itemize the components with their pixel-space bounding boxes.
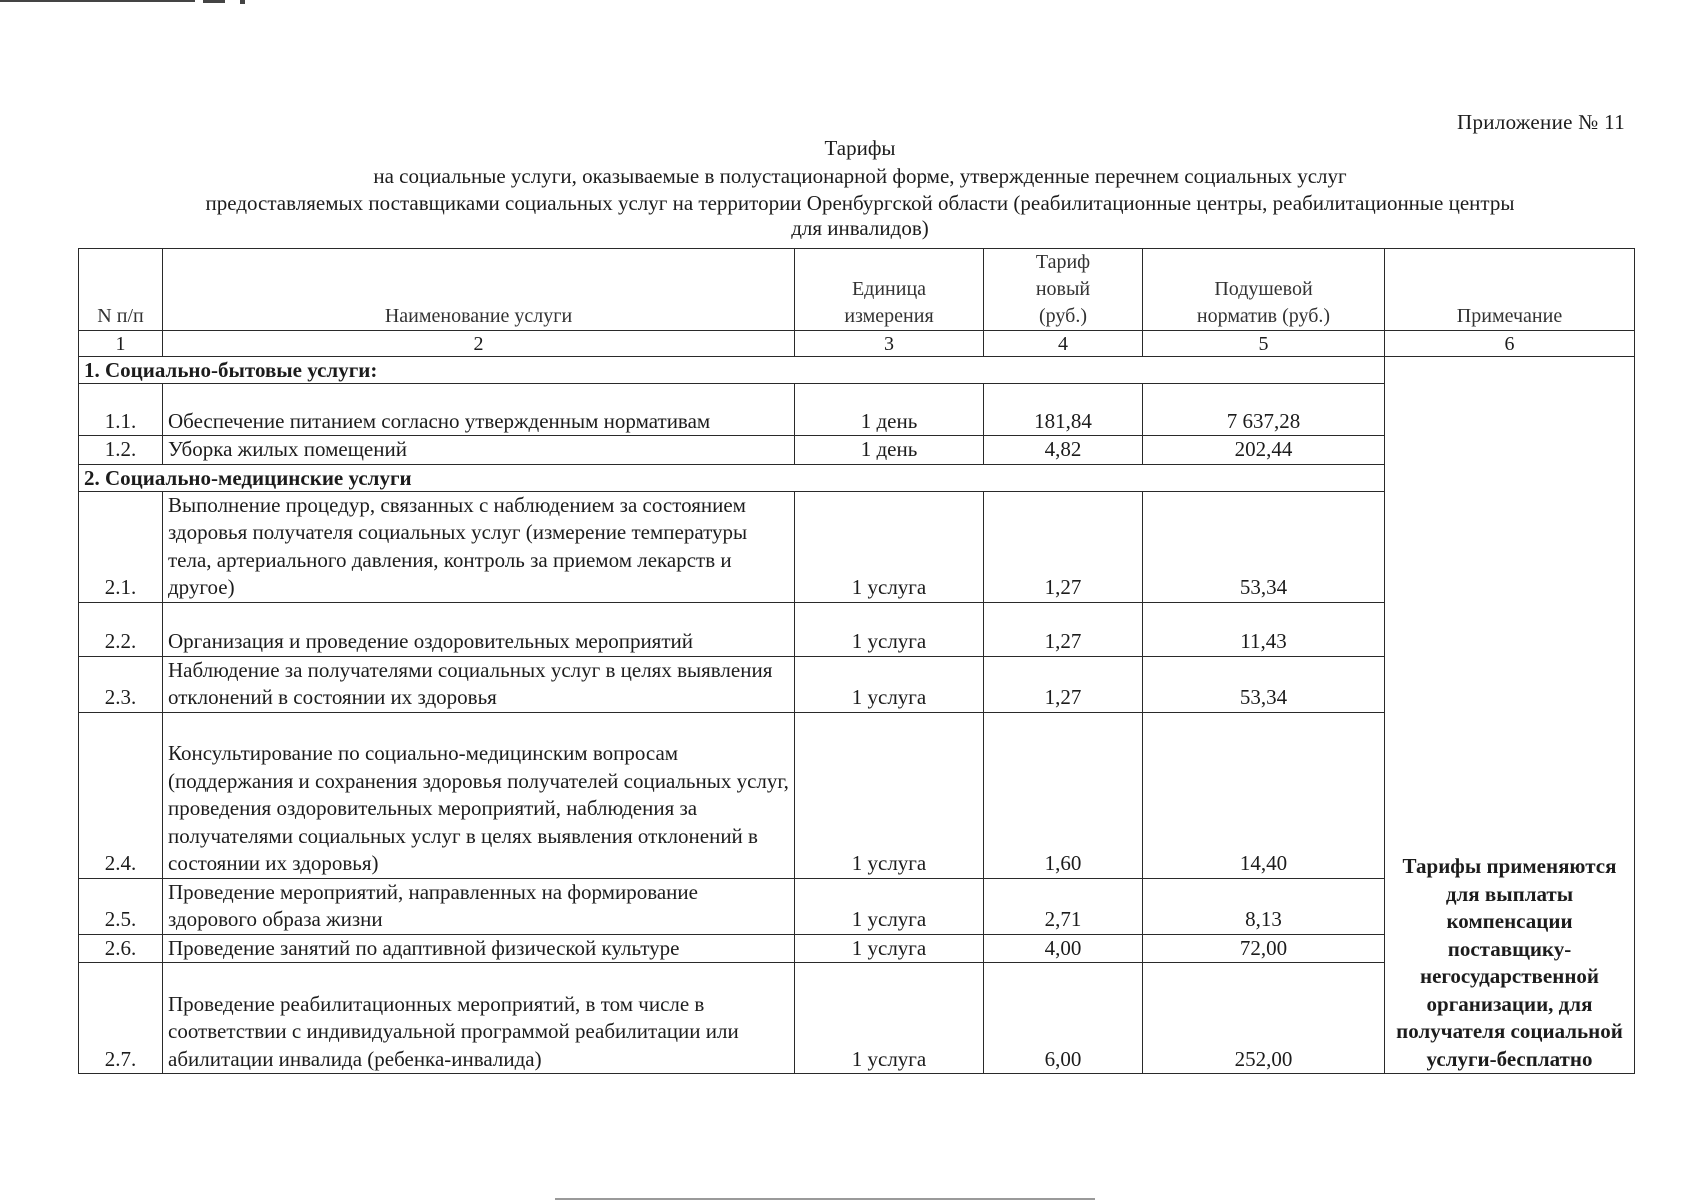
norm-cell: 202,44 bbox=[1143, 436, 1385, 465]
tariff-cell: 6,00 bbox=[984, 963, 1143, 1074]
norm-cell: 252,00 bbox=[1143, 963, 1385, 1074]
unit-cell: 1 услуга bbox=[795, 602, 984, 656]
column-number: 1 bbox=[79, 331, 163, 357]
row-number: 1.1. bbox=[79, 384, 163, 436]
service-name: Обеспечение питанием согласно утвержденным нормативам bbox=[163, 384, 795, 436]
section-title: 2. Социально-медицинские услуги bbox=[79, 464, 1385, 491]
tariff-cell: 4,00 bbox=[984, 934, 1143, 963]
row-number: 2.4. bbox=[79, 712, 163, 878]
column-number: 3 bbox=[795, 331, 984, 357]
row-number: 2.2. bbox=[79, 602, 163, 656]
tariff-cell: 1,27 bbox=[984, 491, 1143, 602]
column-number: 5 bbox=[1143, 331, 1385, 357]
service-name: Проведение занятий по адаптивной физической культуре bbox=[163, 934, 795, 963]
tariff-cell: 1,60 bbox=[984, 712, 1143, 878]
norm-cell: 14,40 bbox=[1143, 712, 1385, 878]
row-number: 2.7. bbox=[79, 963, 163, 1074]
column-number: 2 bbox=[163, 331, 795, 357]
tariffs-table bbox=[78, 248, 1635, 1074]
unit-cell: 1 услуга bbox=[795, 656, 984, 712]
column-number: 4 bbox=[984, 331, 1143, 357]
norm-cell: 53,34 bbox=[1143, 656, 1385, 712]
heading-title: Тарифы bbox=[824, 136, 896, 160]
section-title: 1. Социально-бытовые услуги: bbox=[79, 357, 1385, 384]
service-name: Проведение мероприятий, направленных на формирование здорового образа жизни bbox=[163, 878, 795, 934]
unit-cell: 1 услуга bbox=[795, 963, 984, 1074]
row-number: 2.1. bbox=[79, 491, 163, 602]
service-name: Уборка жилых помещений bbox=[163, 436, 795, 465]
header-name: Наименование услуги bbox=[163, 249, 795, 331]
service-name: Выполнение процедур, связанных с наблюдением за состоянием здоровья получателя социальных услуг (измерение температуры тела, артериального давления, контроль за приемом лекарств и другое) bbox=[163, 491, 795, 602]
row-number: 1.2. bbox=[79, 436, 163, 465]
heading-line: для инвалидов) bbox=[791, 215, 929, 240]
tariff-cell: 4,82 bbox=[984, 436, 1143, 465]
service-name: Организация и проведение оздоровительных мероприятий bbox=[163, 602, 795, 656]
heading-line: на социальные услуги, оказываемые в полустационарной форме, утвержденные перечнем социальных услуг bbox=[373, 163, 1347, 188]
table-header-row bbox=[79, 249, 1635, 331]
unit-cell: 1 услуга bbox=[795, 934, 984, 963]
row-number: 2.3. bbox=[79, 656, 163, 712]
unit-cell: 1 услуга bbox=[795, 712, 984, 878]
tariff-cell: 1,27 bbox=[984, 602, 1143, 656]
tariff-cell: 1,27 bbox=[984, 656, 1143, 712]
document-heading bbox=[90, 135, 1630, 238]
norm-cell: 8,13 bbox=[1143, 878, 1385, 934]
service-name: Проведение реабилитационных мероприятий, в том числе в соответствии с индивидуальной программой реабилитации или абилитации инвалида (ребенка-инвалида) bbox=[163, 963, 795, 1074]
header-num: N п/п bbox=[79, 249, 163, 331]
unit-cell: 1 день bbox=[795, 436, 984, 465]
scan-mark bbox=[240, 0, 245, 4]
unit-cell: 1 услуга bbox=[795, 878, 984, 934]
header-norm: Подушевой норматив (руб.) bbox=[1143, 249, 1385, 331]
note-cell: Тарифы применяются для выплаты компенсации поставщику-негосударственной организации, для получателя социальной услуги-бесплатно bbox=[1385, 357, 1635, 1074]
row-number: 2.5. bbox=[79, 878, 163, 934]
header-note: Примечание bbox=[1385, 249, 1635, 331]
service-name: Наблюдение за получателями социальных услуг в целях выявления отклонений в состоянии их здоровья bbox=[163, 656, 795, 712]
header-unit: Единица измерения bbox=[795, 249, 984, 331]
tariff-cell: 2,71 bbox=[984, 878, 1143, 934]
norm-cell: 53,34 bbox=[1143, 491, 1385, 602]
appendix-label: Приложение № 11 bbox=[1457, 110, 1625, 134]
scan-mark bbox=[0, 0, 195, 2]
tariff-cell: 181,84 bbox=[984, 384, 1143, 436]
norm-cell: 72,00 bbox=[1143, 934, 1385, 963]
service-name: Консультирование по социально-медицинским вопросам (поддержания и сохранения здоровья получателей социальных услуг, проведения оздоровительных мероприятий, наблюдения за получателями социальных услуг в целях выявления отклонений в состоянии их здоровья) bbox=[163, 712, 795, 878]
column-number-row bbox=[79, 331, 1635, 357]
column-number: 6 bbox=[1385, 331, 1635, 357]
norm-cell: 11,43 bbox=[1143, 602, 1385, 656]
scan-mark bbox=[203, 0, 225, 3]
norm-cell: 7 637,28 bbox=[1143, 384, 1385, 436]
section-row bbox=[79, 357, 1635, 384]
unit-cell: 1 услуга bbox=[795, 491, 984, 602]
unit-cell: 1 день bbox=[795, 384, 984, 436]
row-number: 2.6. bbox=[79, 934, 163, 963]
heading-line: предоставляемых поставщиками социальных услуг на территории Оренбургской области (реабилитационные центры, реабилитационные центры bbox=[205, 191, 1515, 215]
header-tariff: Тариф новый (руб.) bbox=[984, 249, 1143, 331]
